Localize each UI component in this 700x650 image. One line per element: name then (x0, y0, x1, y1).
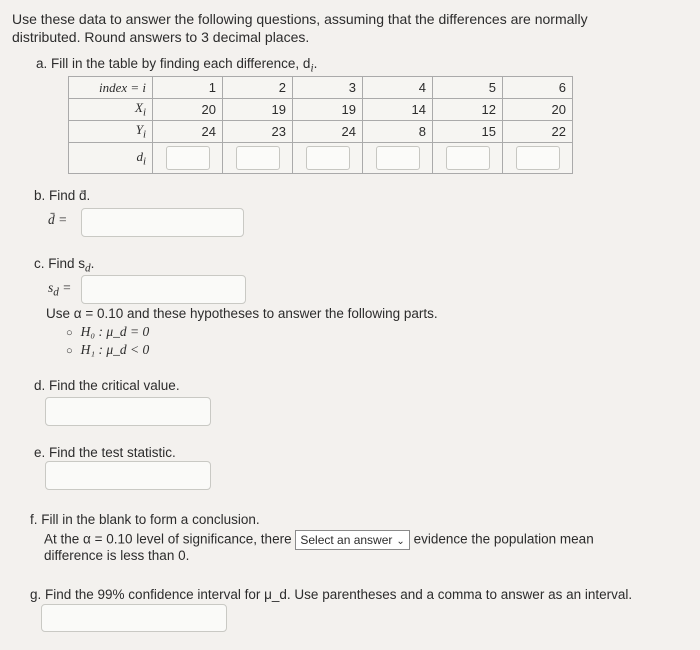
sd-eq-end: = (58, 280, 72, 295)
part-b-label: b. Find d̄. (34, 188, 91, 203)
sd-input[interactable] (81, 275, 246, 304)
h0-text: H₀ : μ_d = 0 (80, 324, 150, 339)
d5-input[interactable] (446, 146, 490, 170)
bullet-icon: ○ (66, 327, 73, 339)
part-c-text: c. Find s (34, 256, 86, 271)
d-cell (153, 143, 223, 174)
part-d-label: d. Find the critical value. (34, 378, 180, 393)
x-cell: 19 (293, 99, 363, 121)
d2-input[interactable] (236, 146, 280, 170)
index-header-text: index = i (98, 79, 146, 95)
index-row (69, 77, 573, 99)
confidence-interval-input[interactable] (41, 604, 227, 632)
y-cell: 8 (363, 121, 433, 143)
conclusion-end: evidence the population mean (413, 531, 594, 547)
critical-value-input[interactable] (45, 397, 211, 426)
y-cell: 22 (503, 121, 573, 143)
x-header-text: X (135, 100, 143, 116)
y-cell: 15 (433, 121, 503, 143)
d-header (69, 143, 153, 174)
index-cell: 2 (223, 77, 293, 99)
y-cell: 24 (293, 121, 363, 143)
part-f-label: f. Fill in the blank to form a conclusion. (30, 512, 260, 527)
d-row (69, 143, 573, 174)
d-cell (363, 143, 433, 174)
part-c-sub: d (85, 262, 91, 275)
part-a-end: . (313, 56, 318, 71)
sd-eq-s: s (48, 280, 54, 295)
null-hypothesis (66, 324, 149, 340)
x-cell: 19 (223, 99, 293, 121)
dbar-equation: d̄ = (48, 212, 68, 227)
x-row (69, 99, 573, 121)
part-a-text: a. Fill in the table by finding each difference, d (36, 56, 311, 71)
y-header (69, 121, 153, 143)
x-cell: 12 (433, 99, 503, 121)
part-c-end: . (90, 256, 95, 271)
part-g-label: g. Find the 99% confidence interval for μ_d. Use parentheses and a comma to answer as an interval. (30, 587, 633, 602)
d6-input[interactable] (516, 146, 560, 170)
y-header-sub: i (142, 128, 146, 141)
d-header-text: d (136, 148, 143, 164)
difference-table (68, 76, 573, 174)
conclusion-start: At the α = 0.10 level of significance, there (44, 531, 292, 547)
test-statistic-input[interactable] (45, 461, 211, 490)
part-e-label: e. Find the test statistic. (34, 445, 176, 460)
part-a-label (36, 56, 317, 75)
index-header (69, 77, 153, 99)
part-c-label (34, 256, 94, 275)
y-row (69, 121, 573, 143)
d-cell (503, 143, 573, 174)
d1-input[interactable] (166, 146, 210, 170)
alt-hypothesis (66, 342, 149, 358)
evidence-select[interactable] (295, 530, 409, 550)
bullet-icon: ○ (66, 345, 73, 357)
x-cell: 14 (363, 99, 433, 121)
y-cell: 24 (153, 121, 223, 143)
x-cell: 20 (153, 99, 223, 121)
select-value: Select an answer (300, 533, 393, 547)
d3-input[interactable] (306, 146, 350, 170)
hypotheses-lead: Use α = 0.10 and these hypotheses to answer the following parts. (46, 306, 438, 321)
x-header (69, 99, 153, 121)
chevron-down-icon: ⌄ (396, 536, 405, 547)
d4-input[interactable] (376, 146, 420, 170)
index-cell: 5 (433, 77, 503, 99)
part-a-sub: i (310, 62, 314, 75)
x-header-sub: i (142, 106, 146, 119)
conclusion-line (44, 530, 594, 550)
d-cell (293, 143, 363, 174)
y-header-text: Y (135, 122, 143, 138)
y-cell: 23 (223, 121, 293, 143)
index-cell: 1 (153, 77, 223, 99)
x-cell: 20 (503, 99, 573, 121)
index-cell: 6 (503, 77, 573, 99)
conclusion-line-2: difference is less than 0. (44, 548, 190, 563)
sd-equation (48, 280, 71, 299)
instructions: Use these data to answer the following questions, assuming that the differences are normally distributed. Round answers to 3 decimal places. (12, 11, 588, 45)
d-cell (433, 143, 503, 174)
index-cell: 4 (363, 77, 433, 99)
h1-text: H₁ : μ_d < 0 (80, 342, 150, 357)
sd-eq-sub: d (53, 286, 59, 299)
dbar-input[interactable] (81, 208, 244, 237)
d-cell (223, 143, 293, 174)
d-header-sub: i (142, 155, 146, 168)
index-cell: 3 (293, 77, 363, 99)
